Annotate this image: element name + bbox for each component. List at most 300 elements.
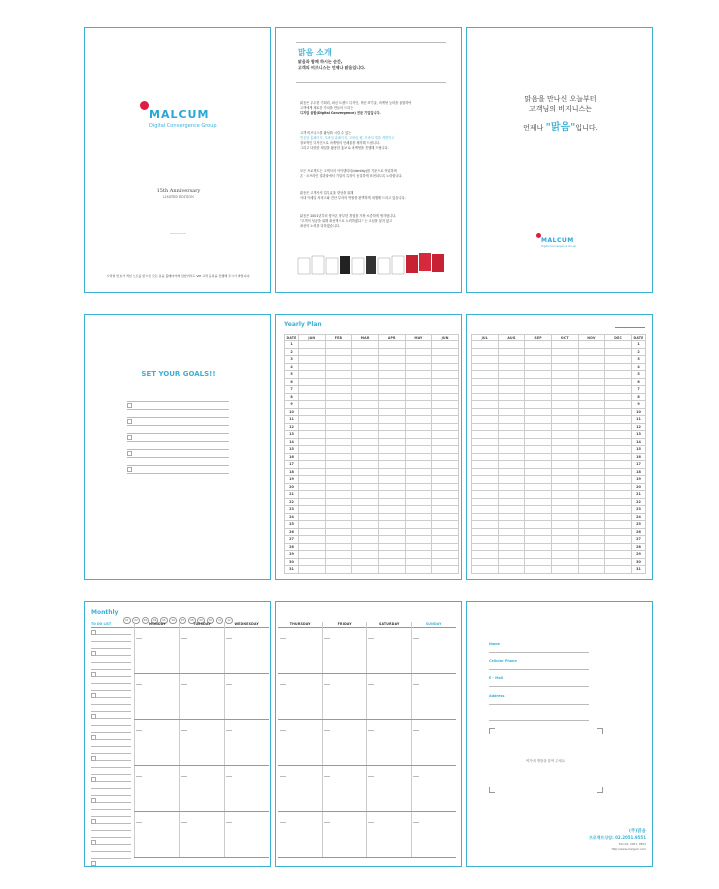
plan-cell[interactable]	[472, 453, 499, 461]
plan-cell[interactable]	[299, 408, 326, 416]
day-cell-marker[interactable]	[136, 684, 142, 685]
plan-cell[interactable]	[432, 528, 459, 536]
day-cell-marker[interactable]	[324, 822, 330, 823]
plan-cell[interactable]	[378, 371, 405, 379]
plan-cell[interactable]	[325, 348, 352, 356]
plan-cell[interactable]	[605, 401, 632, 409]
goal-checkbox[interactable]	[127, 435, 132, 440]
plan-cell[interactable]	[325, 558, 352, 566]
todo-line[interactable]	[91, 725, 131, 726]
day-cell-marker[interactable]	[413, 822, 419, 823]
plan-cell[interactable]	[551, 423, 578, 431]
todo-line[interactable]	[91, 683, 131, 684]
plan-cell[interactable]	[352, 461, 379, 469]
todo-checkbox[interactable]	[91, 861, 96, 866]
plan-cell[interactable]	[352, 431, 379, 439]
todo-line[interactable]	[91, 711, 131, 712]
todo-line[interactable]	[91, 823, 131, 824]
plan-cell[interactable]	[605, 356, 632, 364]
plan-cell[interactable]	[325, 446, 352, 454]
plan-cell[interactable]	[325, 521, 352, 529]
plan-cell[interactable]	[525, 393, 552, 401]
plan-cell[interactable]	[352, 401, 379, 409]
plan-cell[interactable]	[498, 483, 525, 491]
day-cell-marker[interactable]	[136, 638, 142, 639]
todo-line[interactable]	[91, 732, 131, 733]
plan-cell[interactable]	[551, 341, 578, 349]
plan-cell[interactable]	[405, 543, 432, 551]
plan-cell[interactable]	[405, 356, 432, 364]
day-cell-marker[interactable]	[280, 822, 286, 823]
day-cell-marker[interactable]	[324, 638, 330, 639]
plan-cell[interactable]	[405, 378, 432, 386]
todo-line[interactable]	[91, 655, 131, 656]
day-cell-marker[interactable]	[181, 730, 187, 731]
plan-cell[interactable]	[472, 371, 499, 379]
goal-checkbox[interactable]	[127, 403, 132, 408]
plan-cell[interactable]	[472, 513, 499, 521]
plan-cell[interactable]	[498, 476, 525, 484]
plan-cell[interactable]	[432, 536, 459, 544]
plan-cell[interactable]	[551, 431, 578, 439]
plan-cell[interactable]	[605, 521, 632, 529]
plan-cell[interactable]	[405, 393, 432, 401]
plan-cell[interactable]	[578, 551, 605, 559]
todo-checkbox[interactable]	[91, 735, 96, 740]
plan-cell[interactable]	[498, 356, 525, 364]
plan-cell[interactable]	[498, 566, 525, 574]
plan-cell[interactable]	[352, 468, 379, 476]
plan-cell[interactable]	[299, 498, 326, 506]
plan-cell[interactable]	[605, 431, 632, 439]
plan-cell[interactable]	[299, 431, 326, 439]
plan-cell[interactable]	[352, 506, 379, 514]
plan-cell[interactable]	[498, 341, 525, 349]
day-cell-marker[interactable]	[324, 776, 330, 777]
plan-cell[interactable]	[299, 453, 326, 461]
plan-cell[interactable]	[299, 401, 326, 409]
month-tab[interactable]: 06	[169, 617, 177, 625]
plan-cell[interactable]	[432, 506, 459, 514]
todo-line[interactable]	[91, 641, 131, 642]
plan-cell[interactable]	[378, 386, 405, 394]
plan-cell[interactable]	[352, 498, 379, 506]
plan-cell[interactable]	[432, 356, 459, 364]
plan-cell[interactable]	[498, 528, 525, 536]
plan-cell[interactable]	[378, 521, 405, 529]
plan-cell[interactable]	[498, 461, 525, 469]
plan-cell[interactable]	[299, 341, 326, 349]
plan-cell[interactable]	[525, 551, 552, 559]
plan-cell[interactable]	[352, 371, 379, 379]
plan-cell[interactable]	[525, 416, 552, 424]
plan-cell[interactable]	[605, 566, 632, 574]
day-cell-marker[interactable]	[413, 776, 419, 777]
plan-cell[interactable]	[472, 401, 499, 409]
plan-cell[interactable]	[578, 513, 605, 521]
plan-cell[interactable]	[578, 408, 605, 416]
plan-cell[interactable]	[525, 468, 552, 476]
plan-cell[interactable]	[352, 363, 379, 371]
plan-cell[interactable]	[578, 393, 605, 401]
plan-cell[interactable]	[378, 536, 405, 544]
plan-cell[interactable]	[405, 476, 432, 484]
todo-line[interactable]	[91, 767, 131, 768]
todo-line[interactable]	[91, 753, 131, 754]
plan-cell[interactable]	[498, 558, 525, 566]
plan-cell[interactable]	[299, 536, 326, 544]
plan-cell[interactable]	[472, 348, 499, 356]
plan-cell[interactable]	[325, 468, 352, 476]
plan-cell[interactable]	[551, 483, 578, 491]
plan-cell[interactable]	[432, 423, 459, 431]
plan-cell[interactable]	[432, 401, 459, 409]
plan-cell[interactable]	[325, 341, 352, 349]
todo-line[interactable]	[91, 781, 131, 782]
plan-cell[interactable]	[605, 386, 632, 394]
plan-cell[interactable]	[352, 393, 379, 401]
plan-cell[interactable]	[352, 386, 379, 394]
todo-checkbox[interactable]	[91, 798, 96, 803]
plan-cell[interactable]	[525, 453, 552, 461]
plan-cell[interactable]	[578, 363, 605, 371]
plan-cell[interactable]	[525, 513, 552, 521]
plan-cell[interactable]	[498, 408, 525, 416]
plan-cell[interactable]	[605, 446, 632, 454]
plan-cell[interactable]	[405, 498, 432, 506]
plan-cell[interactable]	[525, 491, 552, 499]
plan-cell[interactable]	[472, 543, 499, 551]
plan-cell[interactable]	[578, 401, 605, 409]
plan-cell[interactable]	[352, 483, 379, 491]
month-tab[interactable]: 04	[151, 617, 159, 625]
plan-cell[interactable]	[578, 461, 605, 469]
plan-cell[interactable]	[352, 416, 379, 424]
plan-cell[interactable]	[551, 491, 578, 499]
plan-cell[interactable]	[299, 468, 326, 476]
plan-cell[interactable]	[578, 438, 605, 446]
plan-cell[interactable]	[432, 566, 459, 574]
day-cell-marker[interactable]	[226, 684, 232, 685]
plan-cell[interactable]	[432, 558, 459, 566]
plan-cell[interactable]	[325, 416, 352, 424]
plan-cell[interactable]	[352, 438, 379, 446]
day-cell-marker[interactable]	[136, 730, 142, 731]
plan-cell[interactable]	[325, 491, 352, 499]
plan-cell[interactable]	[432, 461, 459, 469]
day-cell-marker[interactable]	[368, 822, 374, 823]
plan-cell[interactable]	[325, 393, 352, 401]
plan-cell[interactable]	[578, 558, 605, 566]
plan-cell[interactable]	[378, 513, 405, 521]
plan-cell[interactable]	[378, 356, 405, 364]
plan-cell[interactable]	[605, 513, 632, 521]
plan-cell[interactable]	[325, 528, 352, 536]
plan-cell[interactable]	[498, 423, 525, 431]
todo-checkbox[interactable]	[91, 651, 96, 656]
plan-cell[interactable]	[525, 543, 552, 551]
plan-cell[interactable]	[605, 536, 632, 544]
plan-cell[interactable]	[472, 506, 499, 514]
plan-cell[interactable]	[405, 446, 432, 454]
plan-cell[interactable]	[578, 498, 605, 506]
plan-cell[interactable]	[605, 551, 632, 559]
plan-cell[interactable]	[498, 431, 525, 439]
plan-cell[interactable]	[352, 446, 379, 454]
todo-line[interactable]	[91, 739, 131, 740]
day-cell-marker[interactable]	[280, 776, 286, 777]
plan-cell[interactable]	[405, 386, 432, 394]
plan-cell[interactable]	[325, 438, 352, 446]
plan-cell[interactable]	[551, 371, 578, 379]
plan-cell[interactable]	[405, 506, 432, 514]
plan-cell[interactable]	[325, 401, 352, 409]
plan-cell[interactable]	[498, 491, 525, 499]
plan-cell[interactable]	[405, 348, 432, 356]
plan-cell[interactable]	[551, 498, 578, 506]
plan-cell[interactable]	[498, 453, 525, 461]
plan-cell[interactable]	[578, 453, 605, 461]
plan-cell[interactable]	[498, 513, 525, 521]
plan-cell[interactable]	[578, 528, 605, 536]
plan-cell[interactable]	[551, 386, 578, 394]
plan-cell[interactable]	[472, 528, 499, 536]
plan-cell[interactable]	[378, 416, 405, 424]
todo-line[interactable]	[91, 774, 131, 775]
plan-cell[interactable]	[378, 543, 405, 551]
plan-cell[interactable]	[378, 408, 405, 416]
plan-cell[interactable]	[352, 543, 379, 551]
month-tab[interactable]: 10	[207, 617, 215, 625]
plan-cell[interactable]	[299, 551, 326, 559]
plan-cell[interactable]	[605, 461, 632, 469]
plan-cell[interactable]	[605, 371, 632, 379]
plan-cell[interactable]	[299, 393, 326, 401]
plan-cell[interactable]	[299, 378, 326, 386]
day-cell-marker[interactable]	[181, 684, 187, 685]
day-cell-marker[interactable]	[226, 730, 232, 731]
plan-cell[interactable]	[525, 528, 552, 536]
plan-cell[interactable]	[378, 341, 405, 349]
plan-cell[interactable]	[405, 483, 432, 491]
todo-line[interactable]	[91, 634, 131, 635]
plan-cell[interactable]	[551, 356, 578, 364]
plan-cell[interactable]	[551, 528, 578, 536]
plan-cell[interactable]	[498, 551, 525, 559]
plan-cell[interactable]	[432, 431, 459, 439]
todo-checkbox[interactable]	[91, 714, 96, 719]
plan-cell[interactable]	[299, 476, 326, 484]
plan-cell[interactable]	[605, 491, 632, 499]
plan-cell[interactable]	[498, 446, 525, 454]
todo-line[interactable]	[91, 844, 131, 845]
plan-cell[interactable]	[525, 348, 552, 356]
plan-cell[interactable]	[472, 408, 499, 416]
day-cell-marker[interactable]	[324, 730, 330, 731]
plan-cell[interactable]	[378, 393, 405, 401]
plan-cell[interactable]	[578, 483, 605, 491]
plan-cell[interactable]	[578, 341, 605, 349]
plan-cell[interactable]	[325, 423, 352, 431]
plan-cell[interactable]	[605, 468, 632, 476]
plan-cell[interactable]	[378, 423, 405, 431]
plan-cell[interactable]	[405, 431, 432, 439]
plan-cell[interactable]	[352, 423, 379, 431]
plan-cell[interactable]	[605, 348, 632, 356]
plan-cell[interactable]	[578, 386, 605, 394]
plan-cell[interactable]	[551, 513, 578, 521]
plan-cell[interactable]	[472, 363, 499, 371]
plan-cell[interactable]	[551, 506, 578, 514]
plan-cell[interactable]	[352, 408, 379, 416]
plan-cell[interactable]	[325, 506, 352, 514]
plan-cell[interactable]	[405, 558, 432, 566]
plan-cell[interactable]	[299, 483, 326, 491]
plan-cell[interactable]	[299, 506, 326, 514]
plan-cell[interactable]	[432, 341, 459, 349]
plan-cell[interactable]	[325, 371, 352, 379]
todo-line[interactable]	[91, 676, 131, 677]
plan-cell[interactable]	[472, 438, 499, 446]
plan-cell[interactable]	[432, 378, 459, 386]
plan-cell[interactable]	[405, 363, 432, 371]
todo-line[interactable]	[91, 802, 131, 803]
plan-cell[interactable]	[605, 341, 632, 349]
plan-cell[interactable]	[472, 491, 499, 499]
plan-cell[interactable]	[472, 498, 499, 506]
plan-cell[interactable]	[325, 363, 352, 371]
plan-cell[interactable]	[352, 521, 379, 529]
plan-cell[interactable]	[498, 498, 525, 506]
plan-cell[interactable]	[405, 528, 432, 536]
plan-cell[interactable]	[405, 551, 432, 559]
plan-cell[interactable]	[299, 521, 326, 529]
plan-cell[interactable]	[299, 543, 326, 551]
plan-cell[interactable]	[299, 386, 326, 394]
plan-cell[interactable]	[378, 438, 405, 446]
plan-cell[interactable]	[352, 356, 379, 364]
plan-cell[interactable]	[352, 551, 379, 559]
plan-cell[interactable]	[378, 461, 405, 469]
goal-checkbox[interactable]	[127, 451, 132, 456]
day-cell-marker[interactable]	[280, 684, 286, 685]
todo-line[interactable]	[91, 697, 131, 698]
plan-cell[interactable]	[605, 476, 632, 484]
plan-cell[interactable]	[551, 446, 578, 454]
month-tab[interactable]: 09	[197, 617, 205, 625]
plan-cell[interactable]	[378, 483, 405, 491]
todo-line[interactable]	[91, 830, 131, 831]
plan-cell[interactable]	[578, 476, 605, 484]
plan-cell[interactable]	[299, 348, 326, 356]
plan-cell[interactable]	[325, 356, 352, 364]
plan-cell[interactable]	[432, 371, 459, 379]
day-cell-marker[interactable]	[368, 684, 374, 685]
day-cell-marker[interactable]	[181, 638, 187, 639]
plan-cell[interactable]	[432, 521, 459, 529]
plan-cell[interactable]	[352, 476, 379, 484]
todo-line[interactable]	[91, 788, 131, 789]
plan-cell[interactable]	[578, 423, 605, 431]
plan-cell[interactable]	[605, 438, 632, 446]
plan-cell[interactable]	[525, 401, 552, 409]
day-cell-marker[interactable]	[181, 776, 187, 777]
plan-cell[interactable]	[578, 468, 605, 476]
plan-cell[interactable]	[432, 408, 459, 416]
plan-cell[interactable]	[378, 551, 405, 559]
plan-cell[interactable]	[378, 528, 405, 536]
plan-cell[interactable]	[605, 423, 632, 431]
plan-cell[interactable]	[378, 453, 405, 461]
todo-line[interactable]	[91, 851, 131, 852]
plan-cell[interactable]	[472, 521, 499, 529]
plan-cell[interactable]	[605, 408, 632, 416]
plan-cell[interactable]	[605, 528, 632, 536]
todo-line[interactable]	[91, 760, 131, 761]
plan-cell[interactable]	[498, 348, 525, 356]
plan-cell[interactable]	[525, 461, 552, 469]
name-field[interactable]	[489, 652, 589, 653]
plan-cell[interactable]	[378, 566, 405, 574]
plan-cell[interactable]	[551, 393, 578, 401]
plan-cell[interactable]	[551, 438, 578, 446]
day-cell-marker[interactable]	[368, 730, 374, 731]
plan-cell[interactable]	[325, 551, 352, 559]
plan-cell[interactable]	[525, 356, 552, 364]
plan-cell[interactable]	[432, 446, 459, 454]
plan-cell[interactable]	[605, 558, 632, 566]
plan-cell[interactable]	[299, 513, 326, 521]
plan-cell[interactable]	[432, 453, 459, 461]
plan-cell[interactable]	[551, 543, 578, 551]
todo-line[interactable]	[91, 662, 131, 663]
plan-cell[interactable]	[578, 491, 605, 499]
plan-cell[interactable]	[472, 483, 499, 491]
plan-cell[interactable]	[405, 461, 432, 469]
todo-checkbox[interactable]	[91, 777, 96, 782]
day-cell-marker[interactable]	[413, 730, 419, 731]
plan-cell[interactable]	[432, 363, 459, 371]
plan-cell[interactable]	[352, 341, 379, 349]
plan-cell[interactable]	[432, 543, 459, 551]
day-cell-marker[interactable]	[226, 776, 232, 777]
plan-cell[interactable]	[325, 461, 352, 469]
plan-cell[interactable]	[551, 521, 578, 529]
plan-cell[interactable]	[472, 558, 499, 566]
plan-cell[interactable]	[352, 566, 379, 574]
plan-cell[interactable]	[578, 356, 605, 364]
plan-cell[interactable]	[551, 558, 578, 566]
plan-cell[interactable]	[525, 521, 552, 529]
plan-cell[interactable]	[325, 483, 352, 491]
plan-cell[interactable]	[472, 551, 499, 559]
day-cell-marker[interactable]	[181, 822, 187, 823]
plan-cell[interactable]	[405, 566, 432, 574]
plan-cell[interactable]	[299, 423, 326, 431]
day-cell-marker[interactable]	[280, 730, 286, 731]
plan-cell[interactable]	[352, 558, 379, 566]
address-field-2[interactable]	[489, 720, 589, 721]
plan-cell[interactable]	[405, 453, 432, 461]
plan-cell[interactable]	[352, 536, 379, 544]
plan-cell[interactable]	[551, 461, 578, 469]
plan-cell[interactable]	[405, 401, 432, 409]
plan-cell[interactable]	[378, 558, 405, 566]
month-tab[interactable]: 05	[160, 617, 168, 625]
day-cell-marker[interactable]	[368, 638, 374, 639]
plan-cell[interactable]	[432, 498, 459, 506]
plan-cell[interactable]	[498, 401, 525, 409]
